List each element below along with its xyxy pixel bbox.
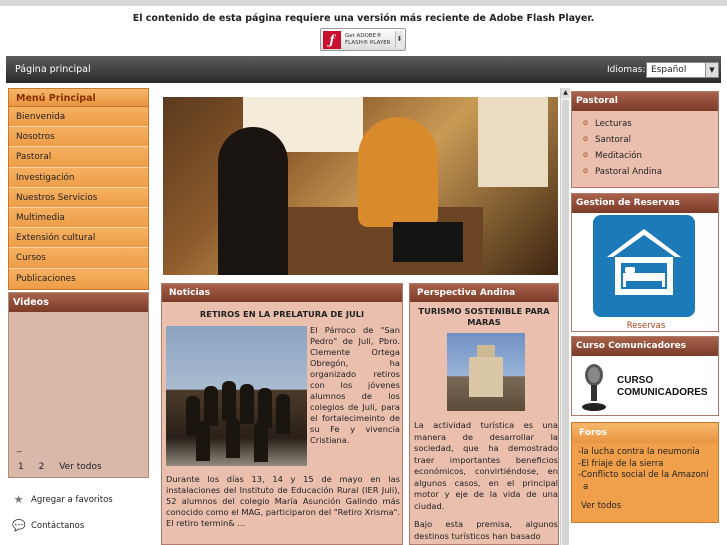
- videos-panel: [8, 292, 149, 478]
- pastoral-list: [572, 116, 718, 180]
- foro-item-continued[interactable]: a: [583, 481, 589, 492]
- foros-view-all-link[interactable]: Ver todos: [581, 501, 622, 511]
- chevron-down-icon: ▼: [705, 63, 718, 77]
- menu-item-investigacion[interactable]: Investigación: [9, 168, 148, 188]
- group-figure: [196, 421, 210, 461]
- scrollbar-thumb[interactable]: [562, 100, 569, 545]
- group-figure: [254, 422, 268, 462]
- add-favorites-label: Agregar a favoritos: [31, 494, 113, 505]
- top-navbar: [6, 56, 721, 83]
- main-menu: [8, 88, 149, 290]
- group-figure: [240, 384, 254, 424]
- foro-item[interactable]: -El friaje de la sierra: [578, 458, 664, 469]
- videos-pager: [18, 462, 114, 472]
- group-figure: [226, 418, 240, 458]
- pastoral-item-santoral[interactable]: o Santoral: [572, 132, 718, 148]
- news-panel: [161, 283, 403, 545]
- news-header: Noticias: [162, 284, 402, 302]
- photo-bag: [393, 222, 463, 262]
- curso-title: Curso Comunicadores: [572, 337, 718, 356]
- reservas-panel: [571, 193, 719, 332]
- scroll-up-icon[interactable]: ▲: [561, 88, 570, 98]
- reservas-title: Gestion de Reservas: [572, 194, 718, 213]
- star-icon: ★: [13, 493, 24, 506]
- microphone-icon: [580, 363, 608, 413]
- perspectiva-panel: [409, 283, 559, 545]
- menu-item-bienvenida[interactable]: Bienvenida: [9, 107, 148, 127]
- home-link[interactable]: Página principal: [15, 64, 91, 75]
- hotel-bed-icon[interactable]: [593, 215, 695, 317]
- chat-bubble-icon: 💬: [12, 519, 26, 532]
- contact-label: Contáctanos: [31, 520, 85, 531]
- flash-logo-icon: ƒ: [323, 31, 341, 49]
- menu-item-servicios[interactable]: Nuestros Servicios: [9, 188, 148, 208]
- menu-item-nosotros[interactable]: Nosotros: [9, 127, 148, 147]
- perspectiva-image[interactable]: [447, 333, 525, 411]
- get-flash-player-button[interactable]: [320, 28, 406, 51]
- menu-item-cursos[interactable]: Cursos: [9, 248, 148, 268]
- perspectiva-paragraph-1: La actividad turística es una manera de desarrollar la sociedad, que ha demostrado traer importantes beneficios económicos, convirtiéndose, en algunos casos, en el principal motor y eje de la vida de una ciudad.: [414, 420, 558, 511]
- flash-button-text: Get ADOBE® FLASH® PLAYER: [345, 32, 391, 46]
- photo-person-right: [358, 117, 438, 227]
- menu-item-extension[interactable]: Extensión cultural: [9, 228, 148, 248]
- group-figure: [204, 386, 218, 426]
- foros-list: [572, 447, 718, 493]
- flash-message: El contenido de esta página requiere una versión más reciente de Adobe Flash Player.: [132, 13, 595, 24]
- language-select[interactable]: [646, 62, 719, 78]
- group-figure: [276, 394, 290, 434]
- language-value: Español: [651, 65, 687, 75]
- church-body: [469, 357, 503, 397]
- reservas-link[interactable]: Reservas: [626, 321, 666, 331]
- news-image[interactable]: [166, 326, 307, 466]
- hero-photo: [163, 97, 558, 275]
- news-lead-text: El Párroco de "San Pedro" de Juli, Pbro. Clemente Ortega Obregón, ha organizado retiros con los jóvenes alumnos de los colegios de Juli, para el fortalecimeinto de su Fe y vivencia Cristiana.: [310, 325, 400, 445]
- page-scrollbar[interactable]: [560, 88, 569, 545]
- pastoral-item-lecturas[interactable]: o Lecturas: [572, 116, 718, 132]
- menu-item-publicaciones[interactable]: Publicaciones: [9, 269, 148, 289]
- news-title[interactable]: RETIROS EN LA PRELATURA DE JULI: [199, 309, 365, 319]
- group-figure: [222, 381, 236, 421]
- videos-title: Videos: [9, 293, 148, 312]
- photo-window-right: [478, 97, 548, 187]
- download-arrow-icon: ⬇: [395, 31, 403, 48]
- curso-panel: [571, 336, 719, 416]
- videos-page-1[interactable]: 1: [18, 462, 24, 472]
- videos-page-2[interactable]: 2: [38, 462, 45, 472]
- house-bed-icon: [605, 227, 683, 297]
- foros-panel: [571, 422, 719, 523]
- language-label: Idiomas:: [607, 65, 646, 75]
- pastoral-panel: [571, 91, 719, 188]
- perspectiva-header: Perspectiva Andina: [410, 284, 558, 302]
- menu-item-pastoral[interactable]: Pastoral: [9, 147, 148, 167]
- perspectiva-title[interactable]: TURISMO SOSTENIBLE PARA MARAS: [418, 306, 550, 327]
- contact-link[interactable]: [12, 519, 84, 532]
- videos-dash: _: [17, 443, 22, 453]
- menu-item-multimedia[interactable]: Multimedia: [9, 208, 148, 228]
- curso-banner-text[interactable]: CURSO COMUNICADORES: [617, 375, 708, 398]
- pastoral-item-andina[interactable]: o Pastoral Andina: [572, 164, 718, 180]
- main-menu-title: Menú Principal: [9, 89, 148, 107]
- pastoral-item-meditacion[interactable]: o Meditación: [572, 148, 718, 164]
- top-edge: [0, 0, 727, 6]
- foros-title: Foros: [572, 423, 718, 443]
- photo-person-left: [218, 127, 288, 275]
- news-body-text: Durante los días 13, 14 y 15 de mayo en las instalaciones del Instituto de Educación Rural (IER Juli), 52 alumnos del colegio María Asunción Galindo más conocido como el MAG, participaron del "Retiro Xrisma". El retiro termin& ...: [166, 474, 400, 528]
- videos-view-all-link[interactable]: Ver todos: [59, 462, 102, 472]
- perspectiva-paragraph-2: Bajo esta premisa, algunos destinos turísticos han basado: [414, 519, 558, 541]
- pastoral-title: Pastoral: [572, 92, 718, 111]
- foro-item[interactable]: -Conflicto social de la Amazoní: [578, 470, 709, 480]
- perspectiva-body: [414, 420, 558, 545]
- foro-item[interactable]: -la lucha contra la neumonia: [578, 447, 700, 457]
- add-favorites-link[interactable]: [12, 493, 113, 506]
